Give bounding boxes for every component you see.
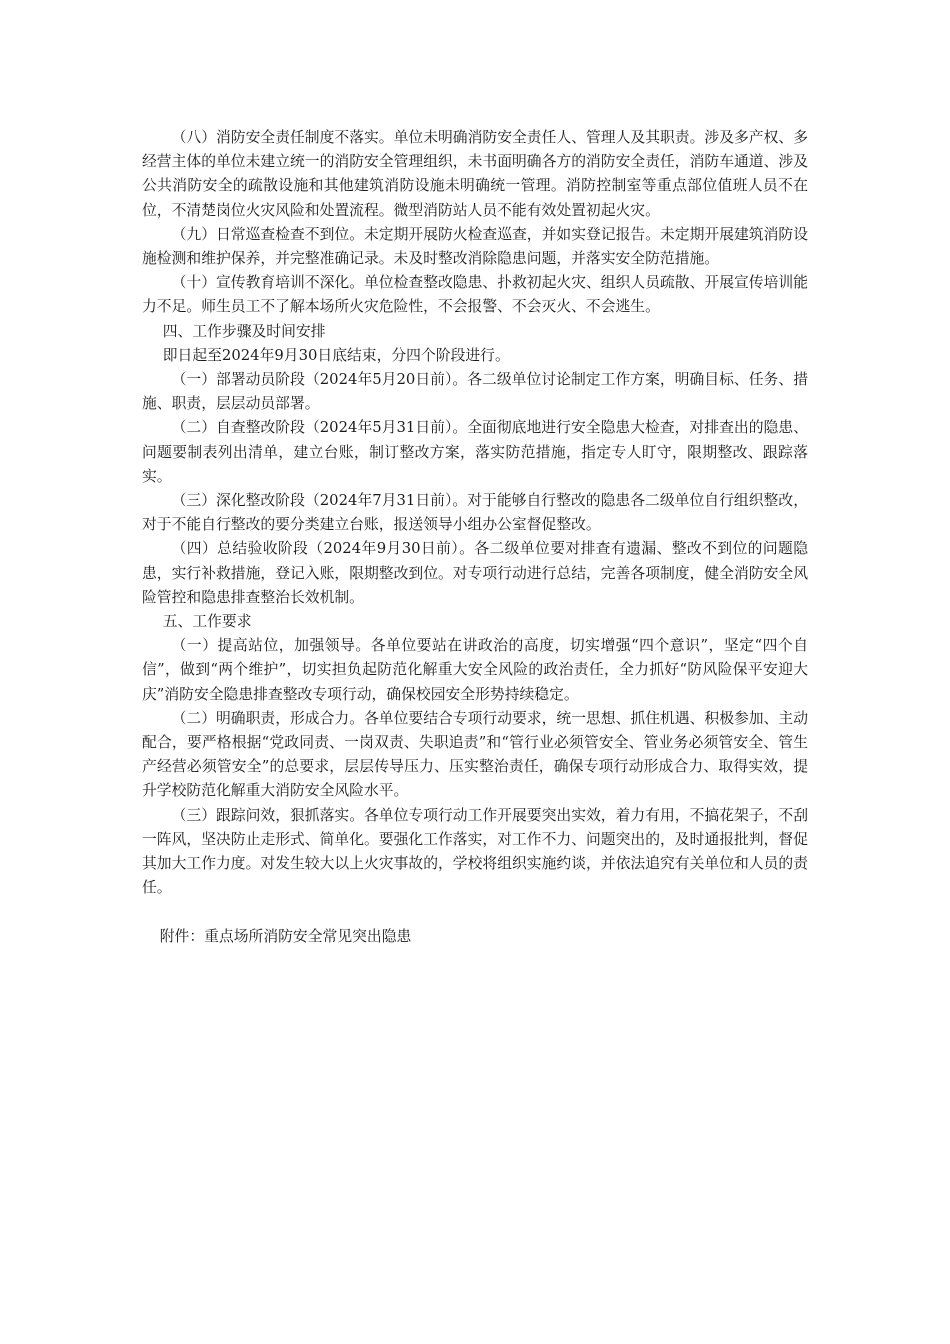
- section-5-requirement-1: （一）提高站位，加强领导。各单位要站在讲政治的高度，切实增强“四个意识”，坚定“四个自信”，做到“两个维护”，切实担负起防范化解重大安全风险的政治责任，全力抓好“防风险保平安迎大庆”消防安全隐患排查整改专项行动，确保校园安全形势持续稳定。: [142, 637, 808, 703]
- section-5-heading: 五、工作要求: [162, 613, 252, 631]
- section-4-heading: 四、工作步骤及时间安排: [162, 322, 326, 340]
- paragraph-inspection: （九）日常巡查检查不到位。未定期开展防火检查巡查，并如实登记报告。未定期开展建筑消防设施检测和维护保养，并完整准确记录。未及时整改消除隐患问题，并落实安全防范措施。: [142, 225, 808, 268]
- section-4-step-3: （三）深化整改阶段（2024年7月31日前）。对于能够自行整改的隐患各二级单位自行组织整改，对于不能自行整改的要分类建立台账，报送领导小组办公室督促整改。: [142, 492, 808, 534]
- paragraph-responsibility: （八）消防安全责任制度不落实。单位未明确消防安全责任人、管理人及其职责。涉及多产权、多经营主体的单位未建立统一的消防安全管理组织，未书面明确各方的消防安全责任，消防车通道、涉及公共消防安全的疏散设施和其他建筑消防设施未明确统一管理。消防控制室等重点部位值班人员不在位，不清楚岗位火灾风险和处置流程。微型消防站人员不能有效处置初起火灾。: [142, 129, 808, 219]
- section-4-step-1: （一）部署动员阶段（2024年5月20日前）。各二级单位讨论制定工作方案，明确目标、任务、措施、职责，层层动员部署。: [142, 371, 808, 413]
- document-page: [142, 126, 808, 949]
- blank-line: [142, 901, 808, 925]
- attachment-note: 附件：重点场所消防安全常见突出隐患: [159, 927, 412, 945]
- section-4-intro: 即日起至2024年9月30日底结束，分四个阶段进行。: [162, 346, 510, 364]
- section-4-step-2: （二）自查整改阶段（2024年5月31日前）。全面彻底地进行安全隐患大检查，对排查出的隐患、问题要制表列出清单，建立台账，制订整改方案，落实防范措施，指定专人盯守，限期整改、跟踪落实。: [142, 419, 808, 485]
- paragraph-training: （十）宣传教育培训不深化。单位检查整改隐患、扑救初起火灾、组织人员疏散、开展宣传培训能力不足。师生员工不了解本场所火灾危险性，不会报警、不会灭火、不会逃生。: [142, 274, 808, 316]
- section-5-requirement-3: （三）跟踪问效，狠抓落实。各单位专项行动工作开展要突出实效，着力有用，不搞花架子，不刮一阵风，坚决防止走形式、简单化。要强化工作落实，对工作不力、问题突出的，及时通报批判，督促其加大工作力度。对发生较大以上火灾事故的，学校将组织实施约谈，并依法追究有关单位和人员的责任。: [142, 806, 808, 897]
- section-4-step-4: （四）总结验收阶段（2024年9月30日前）。各二级单位要对排查有遗漏、整改不到位的问题隐患，实行补救措施，登记入账，限期整改到位。对专项行动进行总结，完善各项制度，健全消防安全风险管控和隐患排查整治长效机制。: [142, 540, 808, 606]
- section-5-requirement-2: （二）明确职责，形成合力。各单位要结合专项行动要求，统一思想、抓住机遇、积极参加、主动配合，要严格根据“党政同责、一岗双责、失职追责”和“管行业必须管安全、管业务必须管安全、管生产经营必须管安全”的总要求，层层传导压力、压实整治责任，确保专项行动形成合力、取得实效，提升学校防范化解重大消防安全风险水平。: [142, 709, 808, 800]
